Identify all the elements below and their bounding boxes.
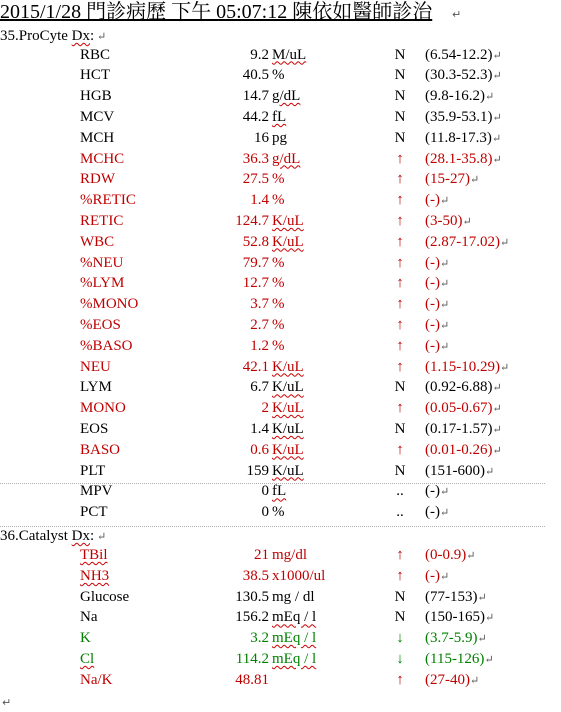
reference-range: (151-600)↵ — [425, 462, 495, 479]
paragraph-mark-icon: ↵ — [470, 674, 480, 687]
status-flag: ↑ — [396, 192, 404, 209]
paragraph-mark-icon: ↵ — [491, 132, 502, 145]
lab-row — [0, 398, 561, 419]
test-name: Glucose — [80, 588, 130, 605]
section-heading-text: 35.ProCyte — [0, 28, 72, 44]
paragraph-mark-icon: ↵ — [94, 31, 107, 43]
test-value: 114.2 — [235, 651, 269, 667]
status-flag: ↑ — [396, 358, 404, 375]
reference-range: (3-50)↵ — [425, 212, 472, 229]
test-unit: x1000/ul — [272, 567, 326, 584]
test-name: MCH — [80, 129, 115, 146]
reference-range: (-)↵ — [425, 192, 450, 209]
status-flag: ↑ — [396, 671, 404, 688]
test-unit: K/uL — [272, 420, 304, 437]
section-heading-abbrev: Dx — [71, 528, 91, 544]
status-flag: .. — [396, 483, 404, 500]
test-value: 36.3 — [242, 150, 269, 167]
lab-row — [0, 357, 561, 378]
lab-row — [0, 461, 561, 482]
status-flag: N — [394, 46, 406, 63]
status-flag: ↑ — [396, 212, 404, 229]
status-flag: N — [394, 462, 406, 479]
reference-range: (0.92-6.88)↵ — [425, 379, 502, 396]
reference-range: (15-27)↵ — [425, 171, 480, 188]
lab-row — [0, 440, 561, 461]
lab-row — [0, 169, 561, 190]
paragraph-mark-icon: ↵ — [500, 236, 510, 249]
test-unit: g/dL — [272, 88, 301, 105]
lab-row — [0, 628, 561, 649]
reference-range: (27-40)↵ — [425, 671, 480, 688]
lab-row — [0, 107, 561, 128]
section-heading-text: 36.Catalyst — [0, 528, 72, 544]
test-unit: fL — [272, 483, 287, 500]
status-flag: ↑ — [396, 254, 404, 271]
test-name: %LYM — [80, 275, 125, 292]
reference-range: (-)↵ — [425, 254, 450, 271]
lab-row — [0, 190, 561, 211]
lab-row — [0, 232, 561, 253]
test-value: 6.7 — [250, 379, 269, 396]
test-unit: K/uL — [272, 379, 304, 396]
test-value: 27.5 — [242, 171, 269, 188]
paragraph-mark-icon: ↵ — [466, 550, 476, 562]
paragraph-mark-icon: ↵ — [2, 696, 12, 709]
test-unit: % — [272, 337, 285, 354]
status-flag: ↓ — [396, 651, 404, 667]
reference-range: (-)↵ — [425, 567, 450, 584]
test-name: PCT — [80, 504, 108, 521]
paragraph-mark-icon: ↵ — [492, 444, 502, 457]
status-flag: N — [394, 379, 406, 396]
reference-range: (115-126)↵ — [425, 651, 494, 667]
test-unit: K/uL — [272, 233, 304, 250]
status-flag: ↑ — [396, 337, 404, 354]
record-title-text: 2015/1/28 門診病歷 下午 05:07:12 陳依如醫師診治 — [0, 1, 433, 23]
paragraph-mark-icon: ↵ — [440, 486, 450, 499]
paragraph-mark-icon: ↵ — [492, 49, 502, 62]
test-unit: mg/dl — [272, 547, 308, 563]
section-heading-colon: : — [90, 28, 95, 44]
test-value: 0 — [261, 504, 269, 521]
test-unit: % — [272, 171, 285, 188]
paragraph-mark-icon: ↵ — [485, 612, 495, 625]
lab-row — [0, 419, 561, 440]
test-name: Na — [80, 609, 98, 626]
paragraph-mark-icon: ↵ — [440, 257, 450, 270]
lab-row — [0, 649, 561, 670]
test-name: NH3 — [80, 567, 110, 584]
test-name: TBil — [80, 547, 108, 563]
status-flag: ↑ — [396, 296, 404, 313]
status-flag: N — [394, 88, 406, 105]
reference-range: (0-0.9)↵ — [425, 547, 476, 563]
paragraph-mark-icon: ↵ — [477, 633, 487, 646]
test-unit: % — [272, 316, 285, 333]
reference-range: (30.3-52.3)↵ — [425, 67, 502, 84]
lab-row — [0, 128, 561, 149]
status-flag: ↑ — [396, 567, 404, 584]
test-name: Na/K — [80, 671, 113, 688]
test-unit: mg / dl — [272, 588, 315, 605]
reference-range: (6.54-12.2)↵ — [425, 46, 502, 63]
reference-range: (35.9-53.1)↵ — [425, 108, 502, 125]
section-heading-colon: : — [90, 528, 95, 544]
test-unit: mEq / l — [272, 609, 317, 626]
paragraph-mark-icon: ↵ — [462, 215, 472, 228]
paragraph-mark-icon: ↵ — [484, 654, 494, 666]
reference-range: (0.17-1.57)↵ — [425, 420, 502, 437]
test-value: 2 — [261, 400, 269, 417]
test-name: LYM — [80, 379, 112, 396]
status-flag: ↑ — [396, 150, 404, 167]
reference-range: (-)↵ — [425, 316, 450, 333]
test-value: 42.1 — [242, 358, 269, 375]
test-value: 1.4 — [250, 192, 269, 209]
paragraph-mark-icon: ↵ — [440, 340, 450, 353]
paragraph-mark-icon: ↵ — [470, 174, 480, 187]
test-name: HGB — [80, 88, 112, 105]
test-value: 16 — [254, 129, 269, 146]
paragraph-mark-icon: ↵ — [492, 382, 502, 395]
test-value: 1.2 — [250, 337, 269, 354]
test-value: 21 — [254, 547, 269, 563]
status-flag: ↑ — [396, 547, 404, 563]
test-unit: % — [272, 192, 285, 209]
lab-row — [0, 65, 561, 86]
test-unit: mEq / l — [272, 630, 317, 647]
test-value: 159 — [246, 462, 269, 479]
reference-range: (-)↵ — [425, 504, 450, 521]
test-name: %MONO — [80, 296, 139, 313]
test-unit: K/uL — [272, 212, 304, 229]
test-value: 14.7 — [242, 88, 269, 105]
reference-range: (-)↵ — [425, 337, 450, 354]
test-unit: M/uL — [272, 46, 307, 63]
test-unit: K/uL — [272, 400, 304, 417]
status-flag: N — [394, 129, 406, 146]
test-unit: mEq / l — [272, 651, 317, 667]
test-name: EOS — [80, 420, 109, 437]
reference-range: (9.8-16.2)↵ — [425, 88, 495, 105]
status-flag: ↑ — [396, 316, 404, 333]
reference-range: (77-153)↵ — [425, 588, 487, 605]
test-unit: % — [272, 296, 285, 313]
test-value: 0 — [261, 483, 269, 500]
reference-range: (1.15-10.29)↵ — [425, 358, 510, 375]
reference-range: (150-165)↵ — [425, 609, 495, 626]
status-flag: N — [394, 609, 406, 626]
test-unit: pg — [272, 129, 287, 146]
reference-range: (-)↵ — [425, 275, 450, 292]
lab-row — [0, 294, 561, 315]
lab-row — [0, 587, 561, 608]
test-unit: fL — [272, 108, 287, 125]
reference-range: (11.8-17.3)↵ — [425, 129, 502, 146]
status-flag: ↑ — [396, 275, 404, 292]
test-unit: K/uL — [272, 441, 304, 458]
test-value: 38.5 — [242, 567, 269, 584]
test-value: 48.81 — [235, 671, 269, 688]
status-flag: ↑ — [396, 171, 404, 188]
test-value: 2.7 — [250, 316, 269, 333]
lab-row — [0, 566, 561, 587]
paragraph-mark-icon: ↵ — [492, 111, 502, 124]
test-value: 1.4 — [250, 420, 269, 437]
paragraph-mark-icon: ↵ — [500, 361, 510, 374]
test-name: NEU — [80, 358, 111, 375]
test-value: 79.7 — [242, 254, 269, 271]
test-name: HCT — [80, 67, 110, 84]
test-name: %BASO — [80, 337, 133, 354]
test-name: RETIC — [80, 212, 124, 229]
test-value: 52.8 — [242, 233, 269, 250]
lab-row — [0, 273, 561, 294]
test-unit: g/dL — [272, 150, 301, 167]
test-value: 44.2 — [242, 108, 269, 125]
lab-row — [0, 45, 561, 66]
reference-range: (0.01-0.26)↵ — [425, 441, 502, 458]
lab-row — [0, 211, 561, 232]
test-name: BASO — [80, 441, 121, 458]
status-flag: ↑ — [396, 400, 404, 417]
test-name: %EOS — [80, 316, 121, 333]
test-value: 124.7 — [235, 212, 269, 229]
test-value: 0.6 — [250, 441, 269, 458]
lab-row — [0, 607, 561, 628]
section-heading — [0, 526, 106, 547]
status-flag: N — [394, 420, 406, 437]
test-name: RBC — [80, 46, 111, 63]
paragraph-mark-icon: ↵ — [440, 570, 450, 583]
reference-range: (28.1-35.8)↵ — [425, 150, 502, 167]
lab-row — [0, 315, 561, 336]
test-unit: K/uL — [272, 358, 304, 375]
test-value: 9.2 — [250, 46, 269, 63]
status-flag: N — [394, 67, 406, 84]
divider — [0, 526, 545, 527]
status-flag: ↓ — [396, 630, 404, 647]
test-unit: K/uL — [272, 462, 304, 479]
reference-range: (2.87-17.02)↵ — [425, 233, 510, 250]
paragraph-mark-icon: ↵ — [94, 531, 107, 543]
test-name: K — [80, 630, 91, 647]
paragraph-mark-icon: ↵ — [492, 70, 502, 83]
lab-row — [0, 670, 561, 691]
test-name: MPV — [80, 483, 113, 500]
test-value: 3.7 — [250, 296, 269, 313]
test-name: %RETIC — [80, 192, 136, 209]
paragraph-mark-icon: ↵ — [492, 423, 502, 436]
test-value: 40.5 — [242, 67, 269, 84]
paragraph-mark-icon: ↵ — [440, 278, 450, 291]
test-name: %NEU — [80, 254, 124, 271]
paragraph-mark-icon: ↵ — [485, 465, 495, 478]
paragraph-mark-icon: ↵ — [492, 153, 502, 166]
status-flag: N — [394, 588, 406, 605]
test-name: MCV — [80, 108, 115, 125]
test-name: RDW — [80, 171, 115, 188]
reference-range: (-)↵ — [425, 296, 450, 313]
status-flag: N — [394, 108, 406, 125]
reference-range: (-)↵ — [425, 483, 450, 500]
test-value: 3.2 — [250, 630, 269, 647]
test-name: MONO — [80, 400, 126, 417]
test-name: Cl — [80, 651, 95, 667]
record-title — [0, 0, 432, 24]
paragraph-mark-icon: ↵ — [477, 591, 487, 604]
status-flag: ↑ — [396, 233, 404, 250]
paragraph-mark-icon: ↵ — [440, 195, 450, 208]
test-name: WBC — [80, 233, 115, 250]
lab-row — [0, 149, 561, 170]
test-value: 12.7 — [242, 275, 269, 292]
lab-row — [0, 86, 561, 107]
paragraph-mark-icon: ↵ — [440, 299, 450, 312]
test-unit: % — [272, 275, 285, 292]
reference-range: (3.7-5.9)↵ — [425, 630, 487, 647]
paragraph-mark-icon: ↵ — [440, 319, 450, 332]
lab-row — [0, 253, 561, 274]
test-name: MCHC — [80, 150, 125, 167]
test-name: PLT — [80, 462, 106, 479]
test-unit: % — [272, 254, 285, 271]
test-value: 130.5 — [235, 588, 269, 605]
lab-row — [0, 481, 561, 502]
test-value: 156.2 — [235, 609, 269, 626]
paragraph-mark-icon: ↵ — [452, 8, 462, 21]
lab-row — [0, 377, 561, 398]
status-flag: ↑ — [396, 441, 404, 458]
status-flag: .. — [396, 504, 404, 521]
section-heading-abbrev: Dx — [71, 28, 91, 44]
paragraph-mark-icon: ↵ — [485, 91, 495, 104]
paragraph-mark-icon: ↵ — [492, 403, 502, 416]
test-unit: % — [272, 504, 285, 521]
lab-row — [0, 336, 561, 357]
test-unit: % — [272, 67, 285, 84]
lab-row — [0, 545, 561, 566]
paragraph-mark-icon: ↵ — [440, 507, 450, 520]
divider — [0, 483, 545, 484]
lab-row — [0, 502, 561, 523]
reference-range: (0.05-0.67)↵ — [425, 400, 502, 417]
